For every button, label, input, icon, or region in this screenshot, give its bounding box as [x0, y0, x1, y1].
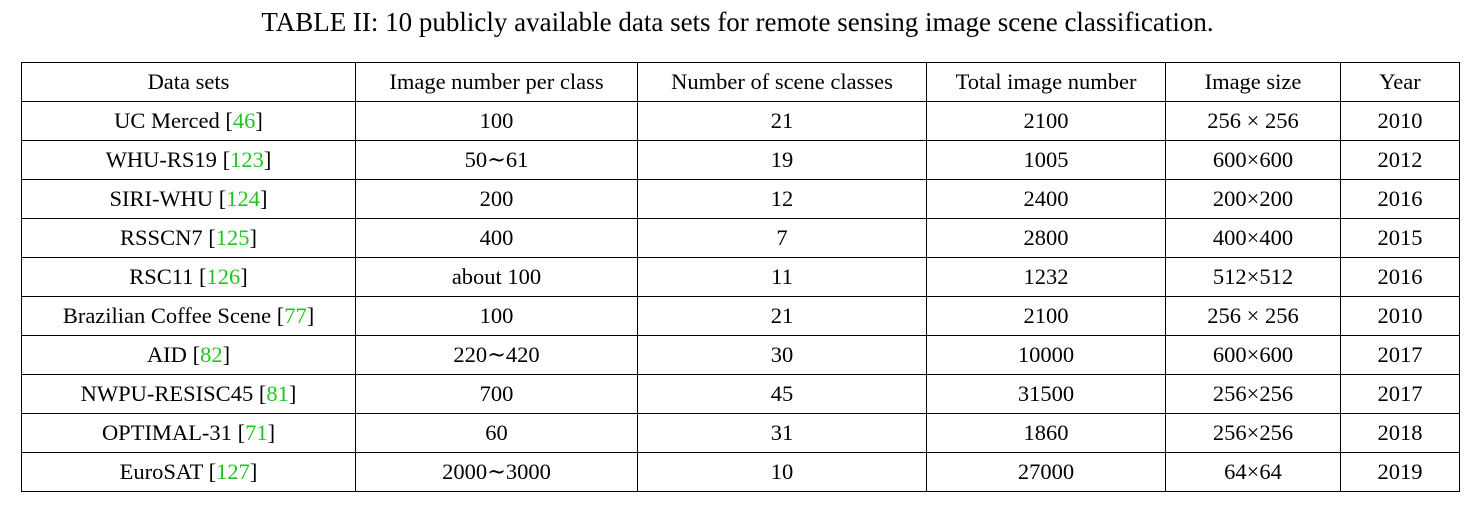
year-cell: 2016	[1341, 180, 1460, 219]
citation-link[interactable]: 71	[245, 420, 268, 445]
total-image-number-cell: 1860	[927, 414, 1166, 453]
total-image-number-cell: 1232	[927, 258, 1166, 297]
citation-link[interactable]: 127	[216, 459, 250, 484]
citation-link[interactable]: 123	[230, 147, 264, 172]
dataset-name: RSSCN7	[120, 225, 203, 250]
dataset-name: SIRI-WHU	[109, 186, 214, 211]
dataset-name: OPTIMAL-31	[101, 420, 232, 445]
year-cell: 2019	[1341, 453, 1460, 492]
image-size-cell: 512×512	[1166, 258, 1341, 297]
year-cell: 2016	[1341, 258, 1460, 297]
citation-link[interactable]: 124	[226, 186, 261, 211]
column-header-data-sets: Data sets	[22, 63, 356, 102]
citation-link[interactable]: 125	[215, 225, 250, 250]
table-row	[22, 297, 1460, 336]
year-cell: 2012	[1341, 141, 1460, 180]
image-size-cell: 200×200	[1166, 180, 1341, 219]
dataset-name: EuroSAT	[119, 459, 203, 484]
total-image-number-cell: 10000	[927, 336, 1166, 375]
dataset-name: Brazilian Coffee Scene	[62, 303, 272, 328]
table-row	[22, 336, 1460, 375]
number-of-scene-classes-cell: 12	[638, 180, 927, 219]
number-of-scene-classes-cell: 30	[638, 336, 927, 375]
dataset-name: AID	[146, 342, 187, 367]
table-body	[22, 102, 1460, 492]
year-cell: 2015	[1341, 219, 1460, 258]
dataset-name-cell: NWPU-RESISC45 [81]	[22, 375, 356, 414]
image-number-per-class-cell: 100	[356, 297, 638, 336]
dataset-name-cell: RSC11 [126]	[22, 258, 356, 297]
column-header-total-image-number: Total image number	[927, 63, 1166, 102]
number-of-scene-classes-cell: 45	[638, 375, 927, 414]
image-size-cell: 256 × 256	[1166, 102, 1341, 141]
number-of-scene-classes-cell: 7	[638, 219, 927, 258]
dataset-name-cell: AID [82]	[22, 336, 356, 375]
image-size-cell: 256×256	[1166, 375, 1341, 414]
table-row	[22, 258, 1460, 297]
total-image-number-cell: 2100	[927, 102, 1166, 141]
year-cell: 2010	[1341, 102, 1460, 141]
column-header-year: Year	[1341, 63, 1460, 102]
year-cell: 2010	[1341, 297, 1460, 336]
number-of-scene-classes-cell: 31	[638, 414, 927, 453]
image-size-cell: 600×600	[1166, 141, 1341, 180]
table-caption: TABLE II: 10 publicly available data sets for remote sensing image scene classification.	[261, 7, 1214, 37]
number-of-scene-classes-cell: 21	[638, 297, 927, 336]
number-of-scene-classes-cell: 19	[638, 141, 927, 180]
table-row	[22, 102, 1460, 141]
number-of-scene-classes-cell: 11	[638, 258, 927, 297]
dataset-name-cell: RSSCN7 [125]	[22, 219, 356, 258]
total-image-number-cell: 2100	[927, 297, 1166, 336]
dataset-name-cell: EuroSAT [127]	[22, 453, 356, 492]
image-number-per-class-cell: 200	[356, 180, 638, 219]
datasets-table	[21, 62, 1460, 492]
column-header-number-of-scene-classes: Number of scene classes	[638, 63, 927, 102]
table-header-row	[22, 63, 1460, 102]
total-image-number-cell: 2400	[927, 180, 1166, 219]
dataset-name-cell: OPTIMAL-31 [71]	[22, 414, 356, 453]
image-size-cell: 400×400	[1166, 219, 1341, 258]
image-number-per-class-cell: 700	[356, 375, 638, 414]
dataset-name-cell: WHU-RS19 [123]	[22, 141, 356, 180]
image-number-per-class-cell: 100	[356, 102, 638, 141]
dataset-name: RSC11	[129, 264, 194, 289]
column-header-image-number-per-class: Image number per class	[356, 63, 638, 102]
citation-link[interactable]: 126	[206, 264, 241, 289]
image-number-per-class-cell: 220∼420	[356, 336, 638, 375]
image-number-per-class-cell: 50∼61	[356, 141, 638, 180]
year-cell: 2017	[1341, 375, 1460, 414]
dataset-name-cell: SIRI-WHU [124]	[22, 180, 356, 219]
table-row	[22, 414, 1460, 453]
total-image-number-cell: 27000	[927, 453, 1166, 492]
image-size-cell: 64×64	[1166, 453, 1341, 492]
table-row	[22, 141, 1460, 180]
dataset-name-cell: Brazilian Coffee Scene [77]	[22, 297, 356, 336]
table-row	[22, 375, 1460, 414]
table-row	[22, 219, 1460, 258]
total-image-number-cell: 2800	[927, 219, 1166, 258]
table-row	[22, 180, 1460, 219]
dataset-name-cell: UC Merced [46]	[22, 102, 356, 141]
citation-link[interactable]: 46	[232, 108, 256, 133]
image-number-per-class-cell: 2000∼3000	[356, 453, 638, 492]
year-cell: 2018	[1341, 414, 1460, 453]
year-cell: 2017	[1341, 336, 1460, 375]
dataset-name: NWPU-RESISC45	[80, 381, 254, 406]
total-image-number-cell: 31500	[927, 375, 1166, 414]
citation-link[interactable]: 82	[200, 342, 223, 367]
image-number-per-class-cell: 60	[356, 414, 638, 453]
image-size-cell: 256 × 256	[1166, 297, 1341, 336]
dataset-name: UC Merced	[114, 108, 220, 133]
column-header-image-size: Image size	[1166, 63, 1341, 102]
number-of-scene-classes-cell: 10	[638, 453, 927, 492]
image-size-cell: 256×256	[1166, 414, 1341, 453]
citation-link[interactable]: 81	[266, 381, 289, 406]
citation-link[interactable]: 77	[284, 303, 307, 328]
image-number-per-class-cell: 400	[356, 219, 638, 258]
dataset-name: WHU-RS19	[105, 147, 217, 172]
number-of-scene-classes-cell: 21	[638, 102, 927, 141]
total-image-number-cell: 1005	[927, 141, 1166, 180]
image-number-per-class-cell: about 100	[356, 258, 638, 297]
table-row	[22, 453, 1460, 492]
image-size-cell: 600×600	[1166, 336, 1341, 375]
